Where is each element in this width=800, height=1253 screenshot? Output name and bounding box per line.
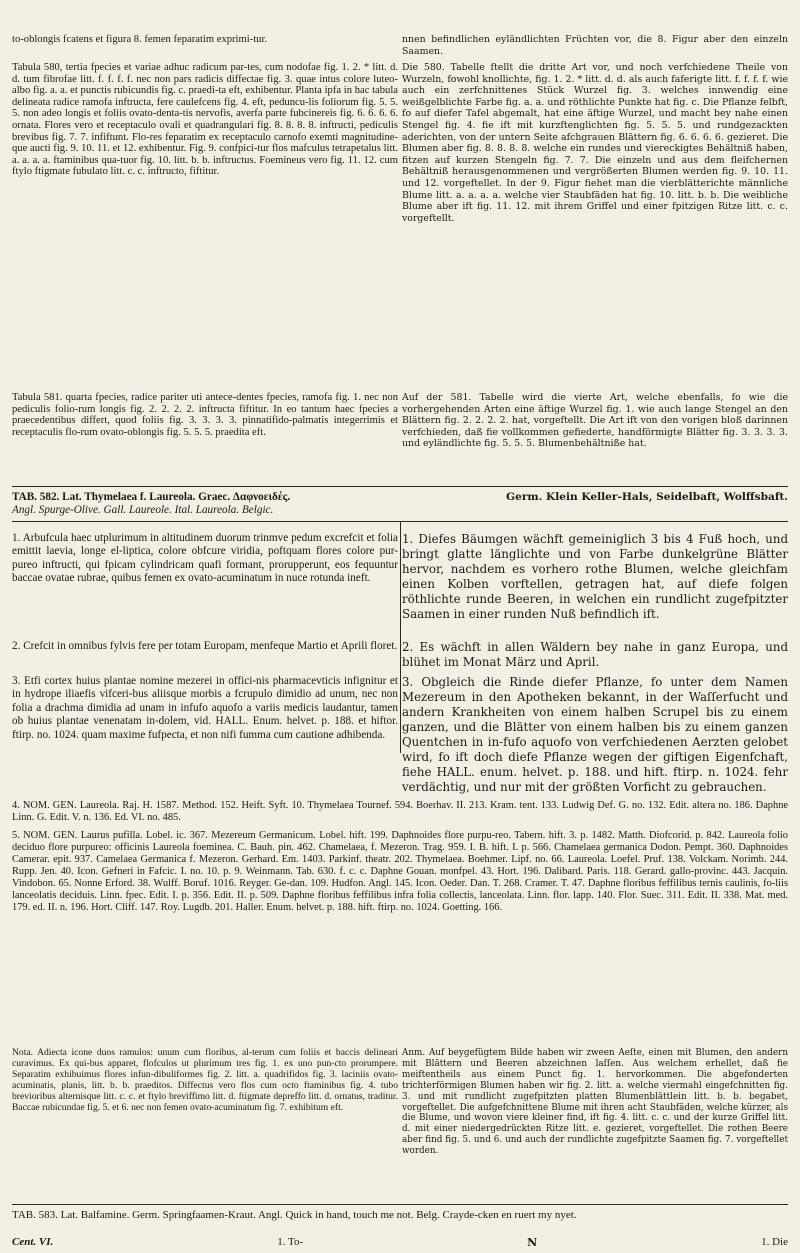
tab582-p3: [12, 675, 788, 795]
tab580-german: Die 580. Tabelle ftellt die dritte Art vor, und noch verfchiedene Theile von Wurzeln, fowohl knollichte, fig. 1. 2. * litt. d. d. als auch faferigte litt. f. f. f. f. wie auch ein zerfchnittenes Stück Wurzel fig. 3. welches innwendig eine weißgelblichte Farbe fig. a. a. und röthlichte Punkte hat fig. c. Die Pflanze felbft, fo auf diefer Tafel abgemalt, hat eine äftige Wurzel, und macht bey nahe einen Stengel fig. 4. fie ift mit kurzftenglichten fig. 5. 5. 5. und rundgezackten aderichten, von der untern Seite afchgrauen Blättern fig. 6. 6. 6. 6. gezieret. Die Blumen aber fig. 8. 8. 8. 8. welche ein rundes und viereckigtes Behältniß haben, fitzen auf kurzen Stengeln fig. 7. 7. Die einzeln und aus dem fleifchernen Behältniß herausgenommenen und vergrößerten Blumen werden fig. 9. 10. 11. und 12. vorgeftellet. In der 9. Figur fiehet man die vierblätterichte männliche Blume litt. a. a. a. a. welche vier Staubfäden hat fig. 10. litt. b. b. Die weibliche Blume aber ift fig. 11. 12. mit ihrem Griffel und einer fpitzigen Ritze litt. c. c. vorgeftellt.: [402, 62, 788, 224]
tab582-p2: [12, 640, 788, 670]
tab582-heading-latin: TAB. 582. Lat. Thymelaea f. Laureola. Graec. Δαφνοειδές.: [12, 491, 291, 503]
tab582-p3-german: 3. Obgleich die Rinde diefer Pflanze, fo unter dem Namen Mezereum in den Apotheken bekannt, in der Waſſerfucht und andern Krankheiten von einem halben Scrupel bis zu einem ganzen, und die Blätter von einem halben bis zu einem ganzen Quentchen in in-fufo aquofo von verfchiedenen Aerzten gelobet wird, fo ift doch diefe Pflanze wegen der giftigen Eigenfchaft, fiehe HALL. enum. helvet. p. 188. und hift. ftirp. n. 1024. fehr verdächtig, und nur mit der größten Vorficht zu gebrauchen.: [402, 675, 788, 794]
tab582-p2-german: 2. Es wächft in allen Wäldern bey nahe in ganz Europa, und blühet im Monat März und April.: [402, 640, 788, 669]
tab580-section: [12, 62, 788, 224]
tab582-p3-latin: 3. Etfi cortex huius plantae nomine mezerei in offici-nis pharmacevticis infignitur et in hydrope iliaefis vifceri-bus aliisque morbis a fcrupulo dimidio ad unum, nec non folia a drachma dimidia ad unam in infufo aquofo a variis medicis laudantur, tamen ob huius plantae venenatam in-dolem, vid. HALL. Enum. helvet. p. 188. et hiftor. ftirp. no. 1024. quam maxime fufpecta, et non nifi fumma cum cautione adhibenda.: [12, 675, 398, 741]
nomen-p5: 5. NOM. GEN. Laurus pufilla. Lobel. ic. 367. Mezereum Germanicum. Lobel. hift. 199. Daphnoides flore purpu-reo. Tabern. hift. 3. p. 1482. Matth. Diofcorid. p. 842. Laureola folio deciduo flore purpureo: officinis Laureola foeminea. C. Bauh. pin. 462. Chamelaea, f. Mezeron. Trag. 959. I. B. hift. I. p. 566. Chamelaea germanica Dodon. Pempt. 360. Daphnoides Camerar. epit. 937. Camelaea Germanica f. Mezeron. Gerhard. Em. 1403. Parkinf. theatr. 202. Thymelaea. Boehmer. Lipf. no. 66. Laureola. Loefel. Pruf. 138. Volckam. Norimb. 244. Rupp. Jen. 40. Icon. Gefneri in Fafcic. I. no. 10. p. 9. Weinmann. Tab. 630. f. c. c. Daphne Gouan. monfpel. 43. Hort. 196. Dalibard. Paris. 118. Gerard. gallo-provinc. 443. Jacquin. Vindobon. 65. Nonne Erford. 38. Wulff. Boruf. 1016. Reyger. Ge-dan. 109. Hudfon. Angl. 145. Icon. Oeder. Dan. T. 268. Cramer. T. 47. Daphne floribus feffilibus ternis caulinis, fo-liis lanceolatis deciduis. Linn. fpec. Edit. I. p. 356. Edit. II. p. 509. Daphne floribus feffilibus infra folia collectis, lanceolata. Linn. flor. lapp. 140. Flor. Suec. 311. Edit. II. 338. Mat. med. 179. ed. II. n. 196. Hort. Cliff. 147. Roy. Lugdb. 201. Haller. Enum. helvet. p. 188. hift. ftirp. no. 1024. Goetting. 166.: [12, 830, 788, 913]
tab581-section: [12, 392, 788, 450]
nomen-p4: 4. NOM. GEN. Laureola. Raj. H. 1587. Method. 152. Heift. Syft. 10. Thymelaea Tournef. 594. Boerhav. II. 213. Kram. tent. 133. Ludwig Def. G. no. 132. Edit. altera no. 186. Daphne Linn. G. Edit. V. n. 136. Ed. VI. no. 485.: [12, 800, 788, 823]
tab582-p2-latin: 2. Crefcit in omnibus fylvis fere per totam Europam, menfeque Martio et Aprili floret.: [12, 640, 398, 652]
continuation-section: [12, 34, 788, 57]
tab580-latin: Tabula 580, tertia fpecies et variae adhuc radicum par-tes, cum nodofae fig. 1. 2. * litt. d. d. tum fibrofae litt. f. f. f. f. nec non pars radicis diffectae fig. 3. quae intus colore luteo-albo fig. a. a. et punctis rubicundis fig. c. praedi-ta eft, exhibentur. Planta ipfa in hac tabula delineata radice ramofa inftructa, fere caulefcens fig. 4. eft, peduncu-lis foliorum fig. 5. 5. 5. non adeo longis et foliis ovato-denta-tis nervofis, averfa parte fubcinereis fig. 6. 6. 6. 6. ornata. Flores vero et receptaculo ovali et quadrangulari fig. 8. 8. 8. 8. inftructi, pediculis brevibus fig. 7. 7. infiftunt. Flo-res feparatim ex receptaculo carnofo exemti magnitudine-que aucti fig. 9. 10. 11. et 12. exhibentur. Fig. 9. confpici-tur flos mafculus tetrapetalus litt. a. a. a. a. ftaminibus qua-tuor fig. 10. litt. b. b. inftructus. Foemineus vero fig. 11. 12. cum ftylo ftigmate fubulato litt. c. c. inftructo, fiftitur.: [12, 62, 398, 178]
tab583-heading: TAB. 583. Lat. Balfamine. Germ. Springfaamen-Kraut. Angl. Quick in hand, touch me not. Belg. Crayde-cken en ruert my nyet.: [12, 1209, 577, 1221]
tab582-p1-latin: 1. Arbufcula haec utplurimum in altitudinem duorum trinmve pedum excrefcit et folia emittit laevia, longe el-liptica, colore obfcure viridia, poftquam flores colore pur-pureo inftructi, qui fpicam cylindricam quafi formant, prorupperunt, eos fequuntur baccae ovatae rubrae, quibus femen ex ovato-acuminatum in nuce rotunda ineft.: [12, 532, 398, 585]
tab582-p1: [12, 532, 788, 622]
nota-section: [12, 1048, 788, 1157]
signature-mid: 1. To-: [277, 1236, 304, 1248]
tab581-german: Auf der 581. Tabelle wird die vierte Art, welche ebenfalls, fo wie die vorhergehenden Arten eine äftige Wurzel fig. 1. wie auch lange Stengel an den Blättern fig. 2. 2. 2. 2. hat, vorgeftellt. Die Art ift von den vorigen bloß darinnen verfchieden, daß fie vollkommen gefiederte, handförmigte Blätter fig. 3. 3. 3. 3. und eyländlichte fig. 5. 5. 5. Blumenbehältniße hat.: [402, 392, 788, 450]
tab582-heading: [12, 491, 788, 517]
tab582-heading-line2: Angl. Spurge-Olive. Gall. Laureole. Ital. Laureola. Belgic.: [12, 504, 274, 516]
signature-right: 1. Die: [761, 1236, 788, 1248]
nota-latin: Nota. Adiecta icone duos ramulos: unum cum floribus, al-terum cum foliis et baccis delineari curavimus. Ex qui-bus apparet, flofculos ut plurimum tres fig. 1. ex uno pun-cto prorumpere. Separatim exhibuimus flores infun-dibuliformes fig. 2. litt. a. quadrifidos fig. 3. laciniis ovato-acuminatis, planis, litt. b. b. praeditos. Diffectus vero flos cum octo ftaminibus fig. 4. tubo brevioribus alternisque litt. c. c. et ftylo breviffimo litt. d. ftigmate depreffo litt. d. ornatus, traditur. Baccae rubicundae fig. 5. et 6. nec non femen ovato-acuminatum fig. 7. exhibitum eft.: [12, 1047, 398, 1113]
tab581-latin: Tabula 581. quarta fpecies, radice pariter uti antece-dentes fpecies, ramofa fig. 1. nec non pediculis folio-rum longis fig. 2. 2. 2. 2. inftructa fiftitur. In eo tantum haec fpecies a praecedentibus differt, quod foliis fig. 3. 3. 3. 3. pinnatifido-palmatis integerrimis et receptaculis flo-rum ovato-oblongis fig. 5. 5. 5. praedita eft.: [12, 392, 398, 438]
nota-german: Anm. Auf beygefügtem Bilde haben wir zween Aeſte, einen mit Blumen, den andern mit Blättern und Beeren abzeichnen laſſen. Aus welchem erhellet, daß fie meiftentheils aus einem Punct fig. 1. hervorkommen. Die abgefonderten trichterförmigen Blumen haben wir fig. 2. litt. a. welche viermahl eingefchnitten fig. 3. und mit rundlicht zugefpitzten platten Blumenblättlein litt. b. b. begabet, vorgeftellet. Die aufgefchnittene Blume mit ihren acht Staubfäden, welche kürzer, als die Blume, und wovon viere kleiner find, ift fig. 4. litt. c. c. und der kurze Griffel litt. d. mit einer niedergedrückten Ritze litt. e. gezieret, vorgeftellet. Die rothen Beere aber find fig. 5. und 6. und auch der rundlichte zugefpitzte Saamen fig. 7. vorgeftellet worden.: [402, 1048, 788, 1157]
footer-rule: [12, 1204, 788, 1205]
signature-line: [12, 1236, 788, 1249]
signature-left: Cent. VI.: [12, 1236, 54, 1248]
section-rule: [12, 486, 788, 487]
continuation-german: nnen befindlichen eyländlichten Früchten vor, die 8. Figur aber den einzeln Saamen.: [402, 34, 788, 57]
continuation-latin: to-oblongis fcatens et figura 8. femen feparatim exprimi-tur.: [12, 34, 268, 45]
tab582-heading-german: Germ. Klein Keller-Hals, Seidelbaft, Wolffsbaft.: [506, 491, 788, 503]
tab582-p1-german: 1. Diefes Bäumgen wächft gemeiniglich 3 bis 4 Fuß hoch, und bringt glatte länglichte und von Farbe dunkelgrüne Blätter hervor, nachdem es vorhero rothe Blumen, welche gleichfam einen Kolben vorftellen, getragen hat, auf diefe folgen röthlichte runde Beeren, in welchen ein rundlicht zugefpitzter Saamen in einer runden Nuß befindlich ift.: [402, 532, 788, 621]
signature-mark: N: [527, 1236, 538, 1249]
